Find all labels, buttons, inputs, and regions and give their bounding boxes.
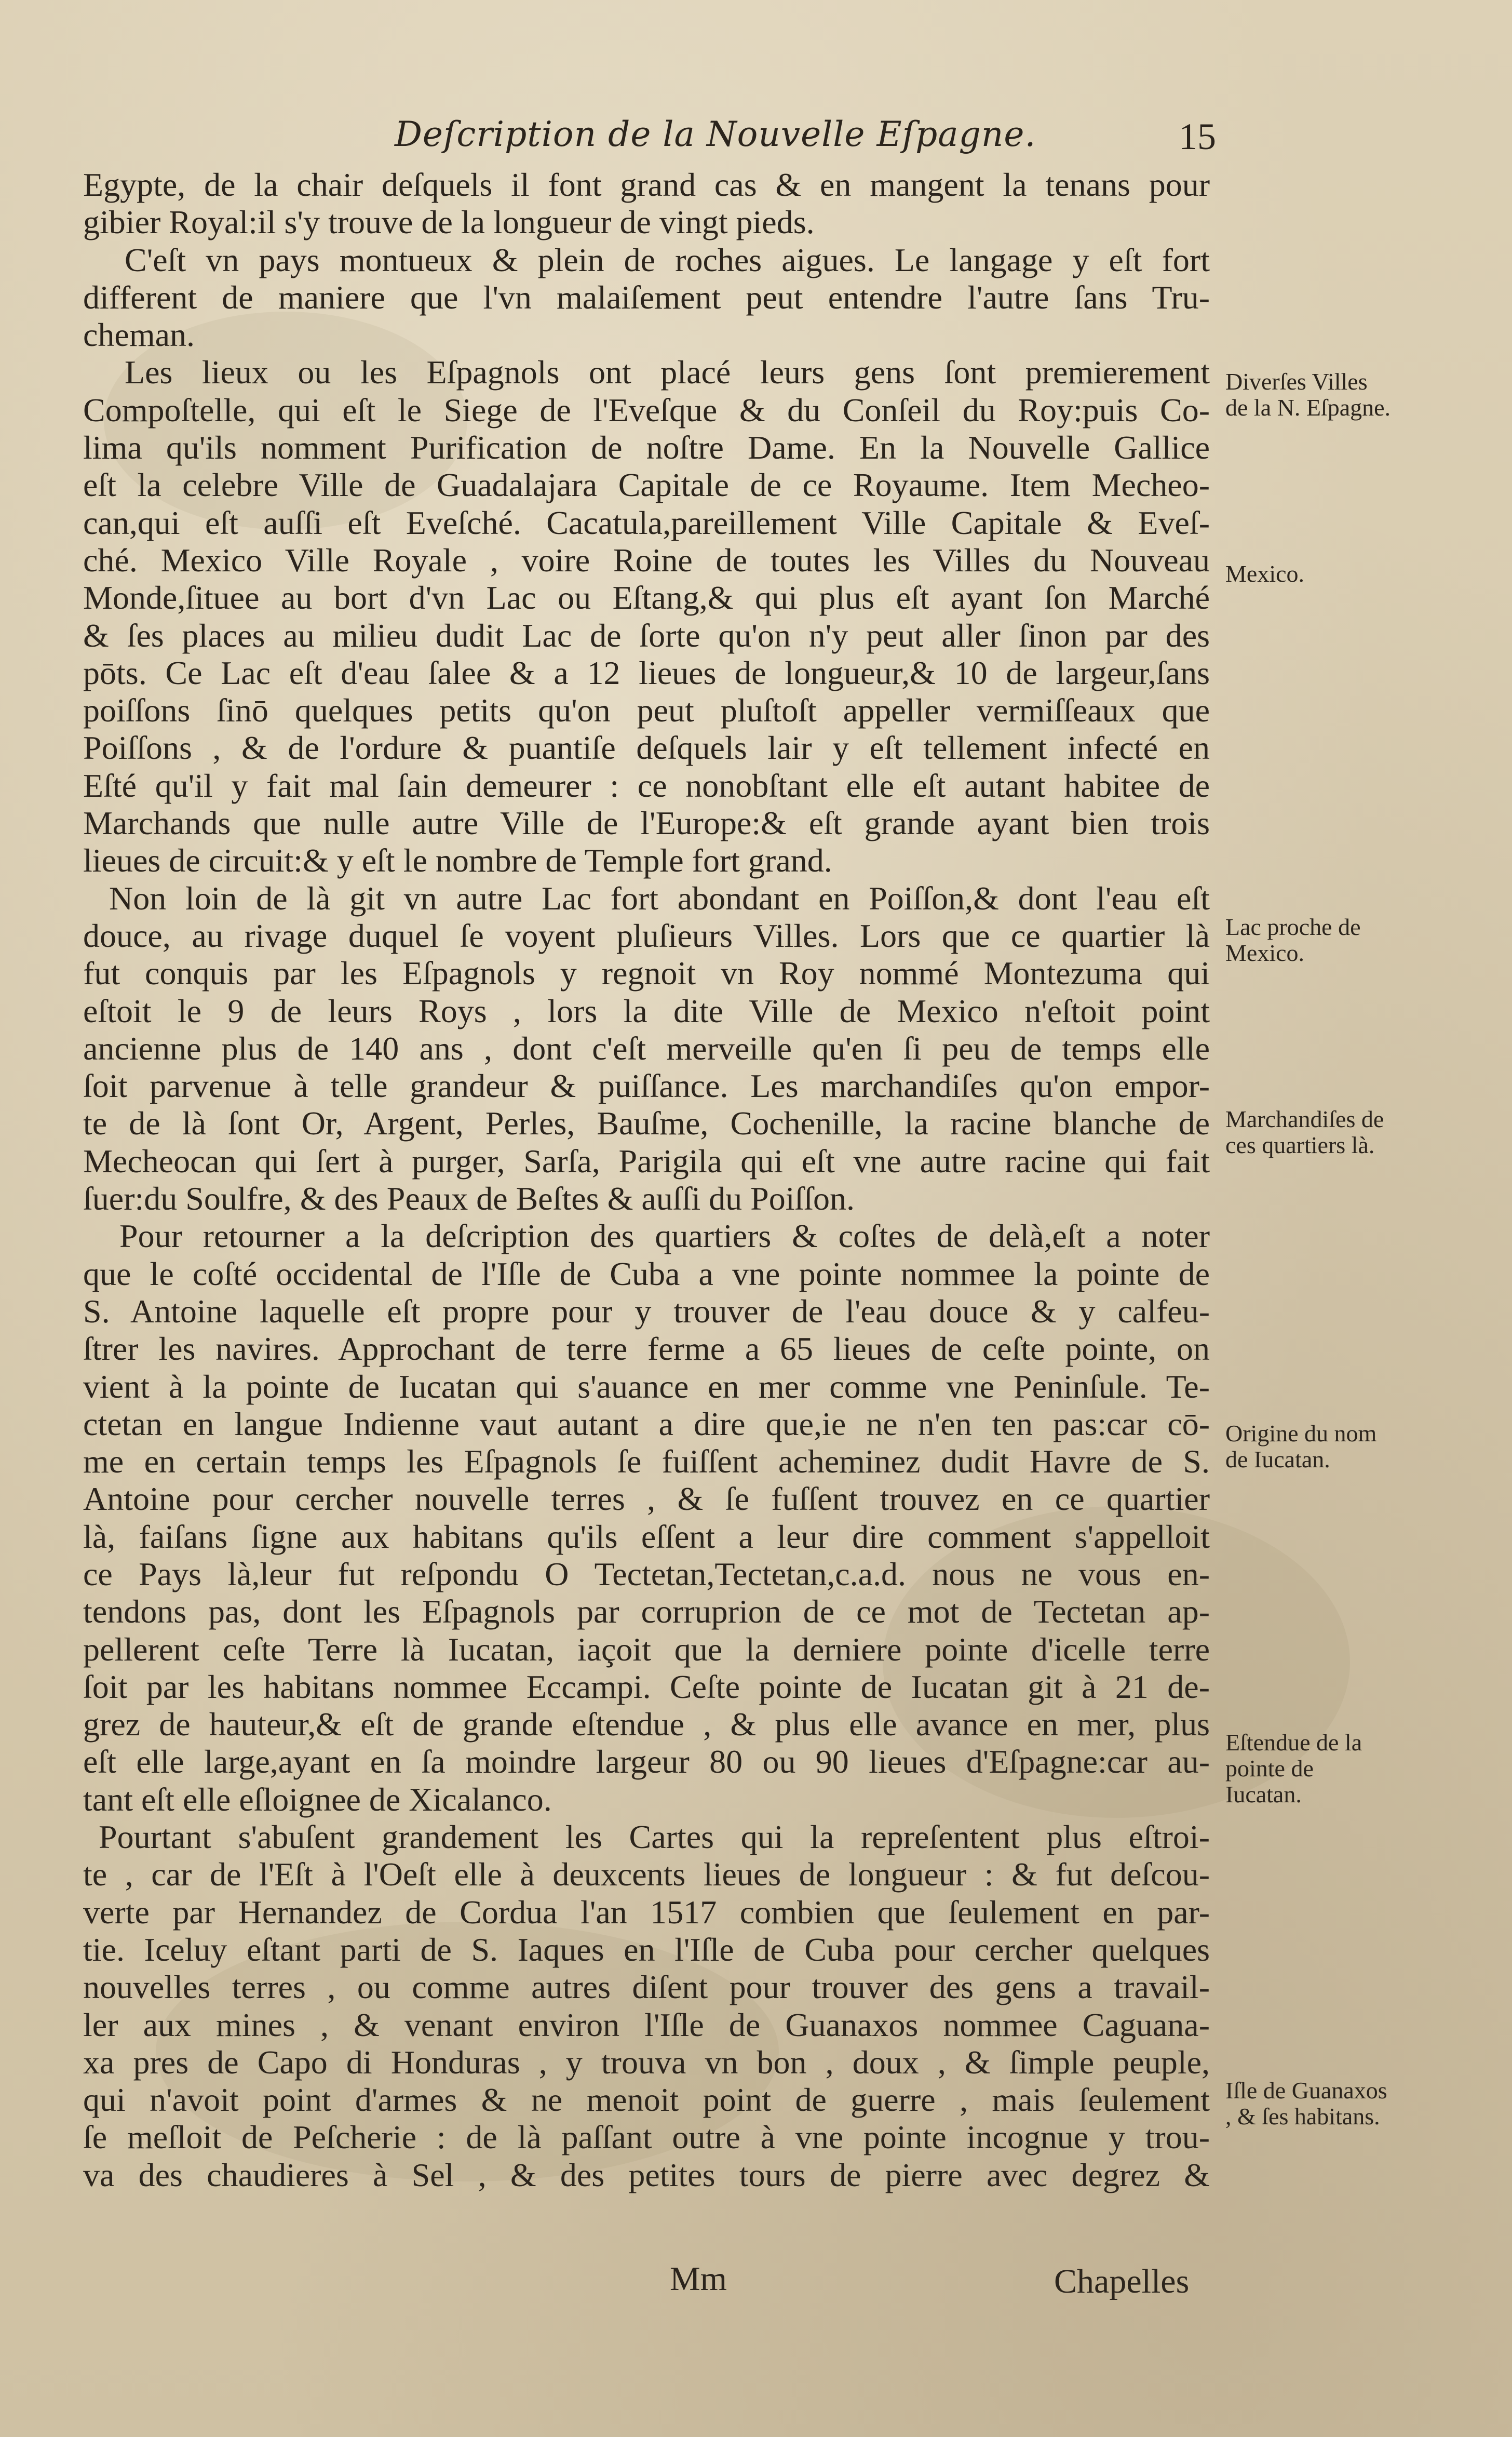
margin-note: Marchandiſes de ces quartiers là. — [1225, 1106, 1384, 1158]
text-line: Poiſſons , & de l'ordure & puantiſe deſquels lair y eſt tellement infecté en — [83, 729, 1210, 767]
text-line: ſoit par les habitans nommee Eccampi. Ceſte pointe de Iucatan git à 21 de- — [83, 1668, 1210, 1705]
text-line: different de maniere que l'vn malaiſement peut entendre l'autre ſans Tru- — [83, 278, 1210, 316]
running-head: Deſcription de la Nouvelle Eſpagne. — [395, 114, 1036, 154]
text-line: S. Antoine laquelle eſt propre pour y trouver de l'eau douce & y calfeu- — [83, 1292, 1210, 1330]
page-number: 15 — [1179, 116, 1216, 157]
text-line: te de là ſont Or, Argent, Perles, Bauſme, Cochenille, la racine blanche de — [83, 1105, 1210, 1142]
text-line: qui n'avoit point d'armes & ne menoit point de guerre , mais ſeulement — [83, 2081, 1210, 2119]
text-line: douce, au rivage duquel ſe voyent pluſieurs Villes. Lors que ce quartier là — [83, 917, 1210, 954]
margin-note: Mexico. — [1225, 560, 1305, 587]
text-line: te , car de l'Eſt à l'Oeſt elle à deuxcents lieues de longueur : & fut deſcou- — [83, 1856, 1210, 1893]
text-line: Compoſtelle, qui eſt le Siege de l'Eveſque & du Conſeil du Roy:puis Co- — [83, 391, 1210, 429]
text-line: eſtoit le 9 de leurs Roys , lors la dite Ville de Mexico n'eſtoit point — [83, 992, 1210, 1029]
text-line: lima qu'ils nomment Purification de noſtre Dame. En la Nouvelle Gallice — [83, 429, 1210, 466]
text-line: Les lieux ou les Eſpagnols ont placé leurs gens ſont premierement — [125, 354, 1210, 391]
margin-note: Eſtendue de la pointe de Iucatan. — [1225, 1729, 1362, 1807]
text-line: fut conquis par les Eſpagnols y regnoit vn Roy nommé Montezuma qui — [83, 955, 1210, 992]
catchword: Chapelles — [1054, 2262, 1190, 2300]
text-line: ler aux mines , & venant environ l'Iſle de Guanaxos nommee Caguana- — [83, 2006, 1210, 2043]
text-line: ancienne plus de 140 ans , dont c'eſt merveille qu'en ſi peu de temps elle — [83, 1029, 1210, 1067]
text-line: Antoine pour cercher nouvelle terres , & ſe fuſſent trouvez en ce quartier — [83, 1480, 1210, 1518]
margin-note: Lac proche de Mexico. — [1225, 914, 1361, 966]
text-line: Pour retourner a la deſcription des quartiers & coſtes de delà,eſt a noter — [119, 1217, 1210, 1255]
text-line: là, faiſans ſigne aux habitans qu'ils eſſent a leur dire comment s'appelloit — [83, 1518, 1210, 1555]
margin-note: Iſle de Guanaxos , & ſes habitans. — [1225, 2077, 1387, 2130]
text-line: Marchands que nulle autre Ville de l'Europe:& eſt grande ayant bien trois — [83, 805, 1210, 842]
text-line: nouvelles terres , ou comme autres diſent pour trouver des gens a travail- — [83, 1969, 1210, 2006]
text-line: Mecheocan qui ſert à purger, Sarſa, Parigila qui eſt vne autre racine qui fait — [83, 1142, 1210, 1180]
text-line: tant eſt elle eſloignee de Xicalanco. — [83, 1780, 552, 1818]
margin-note: Diverſes Villes de la N. Eſpagne. — [1225, 368, 1391, 421]
text-line: tie. Iceluy eſtant parti de S. Iaques en l'Iſle de Cuba pour cercher quelques — [83, 1931, 1210, 1968]
text-line: poiſſons ſinō quelques petits qu'on peut pluſtoſt appeller vermiſſeaux que — [83, 692, 1210, 729]
text-line: eſt la celebre Ville de Guadalajara Capitale de ce Royaume. Item Mecheo- — [83, 466, 1210, 504]
text-line: can,qui eſt auſſi eſt Eveſché. Cacatula,pareillement Ville Capitale & Eveſ- — [83, 504, 1210, 541]
text-line: & ſes places au milieu dudit Lac de ſorte qu'on n'y peut aller ſinon par des — [83, 617, 1210, 654]
text-line: que le coſté occidental de l'Iſle de Cuba a vne pointe nommee la pointe de — [83, 1255, 1210, 1292]
text-line: ſuer:du Soulfre, & des Peaux de Beſtes & auſſi du Poiſſon. — [83, 1180, 855, 1217]
text-line: va des chaudieres à Sel , & des petites tours de pierre avec degrez & — [83, 2156, 1210, 2193]
text-line: ctetan en langue Indienne vaut autant a dire que,ie ne n'en ten pas:car cō- — [83, 1405, 1210, 1442]
text-line: pōts. Ce Lac eſt d'eau ſalee & a 12 lieues de longueur,& 10 de largeur,ſans — [83, 654, 1210, 691]
text-line: eſt elle large,ayant en ſa moindre largeur 80 ou 90 lieues d'Eſpagne:car au- — [83, 1743, 1210, 1780]
text-line: ce Pays là,leur fut reſpondu O Tectetan,Tectetan,c.a.d. nous ne vous en- — [83, 1555, 1210, 1592]
text-line: me en certain temps les Eſpagnols ſe fuiſſent acheminez dudit Havre de S. — [83, 1443, 1210, 1480]
text-line: tendons pas, dont les Eſpagnols par corruprion de ce mot de Tectetan ap- — [83, 1593, 1210, 1630]
text-line: ſoit parvenue à telle grandeur & puiſſance. Les marchandiſes qu'on empor- — [83, 1067, 1210, 1105]
text-line: cheman. — [83, 316, 195, 354]
text-line: Pourtant s'abuſent grandement les Cartes qui la repreſentent plus eſtroi- — [99, 1818, 1210, 1856]
text-line: gibier Royal:il s'y trouve de la longueur de vingt pieds. — [83, 204, 815, 241]
text-line: C'eſt vn pays montueux & plein de roches aigues. Le langage y eſt fort — [125, 241, 1210, 278]
signature-mark: Mm — [670, 2260, 727, 2298]
text-line: Eſté qu'il y fait mal ſain demeurer : ce nonobſtant elle eſt autant habitee de — [83, 767, 1210, 804]
margin-note: Origine du nom de Iucatan. — [1225, 1420, 1377, 1472]
text-line: xa pres de Capo di Honduras , y trouva vn bon , doux , & ſimple peuple, — [83, 2043, 1210, 2081]
text-line: verte par Hernandez de Cordua l'an 1517 combien que ſeulement en par- — [83, 1893, 1210, 1931]
text-line: ché. Mexico Ville Royale , voire Roine de toutes les Villes du Nouveau — [83, 541, 1210, 579]
text-line: grez de hauteur,& eſt de grande eſtendue , & plus elle avance en mer, plus — [83, 1706, 1210, 1743]
text-line: ſtrer les navires. Approchant de terre ferme a 65 lieues de ceſte pointe, on — [83, 1330, 1210, 1368]
text-line: Monde,ſituee au bort d'vn Lac ou Eſtang,& qui plus eſt ayant ſon Marché — [83, 579, 1210, 617]
text-line: ſe meſloit de Peſcherie : de là paſſant outre à vne pointe incognue y trou- — [83, 2119, 1210, 2156]
text-line: pellerent ceſte Terre là Iucatan, iaçoit que la derniere pointe d'icelle terre — [83, 1630, 1210, 1668]
text-line: Non loin de là git vn autre Lac fort abondant en Poiſſon,& dont l'eau eſt — [109, 879, 1210, 917]
text-line: lieues de circuit:& y eſt le nombre de Temple fort grand. — [83, 842, 832, 879]
text-line: Egypte, de la chair deſquels il font grand cas & en mangent la tenans pour — [83, 166, 1210, 203]
body-text — [83, 166, 1210, 2194]
text-line: vient à la pointe de Iucatan qui s'auance en mer comme vne Peninſule. Te- — [83, 1368, 1210, 1405]
